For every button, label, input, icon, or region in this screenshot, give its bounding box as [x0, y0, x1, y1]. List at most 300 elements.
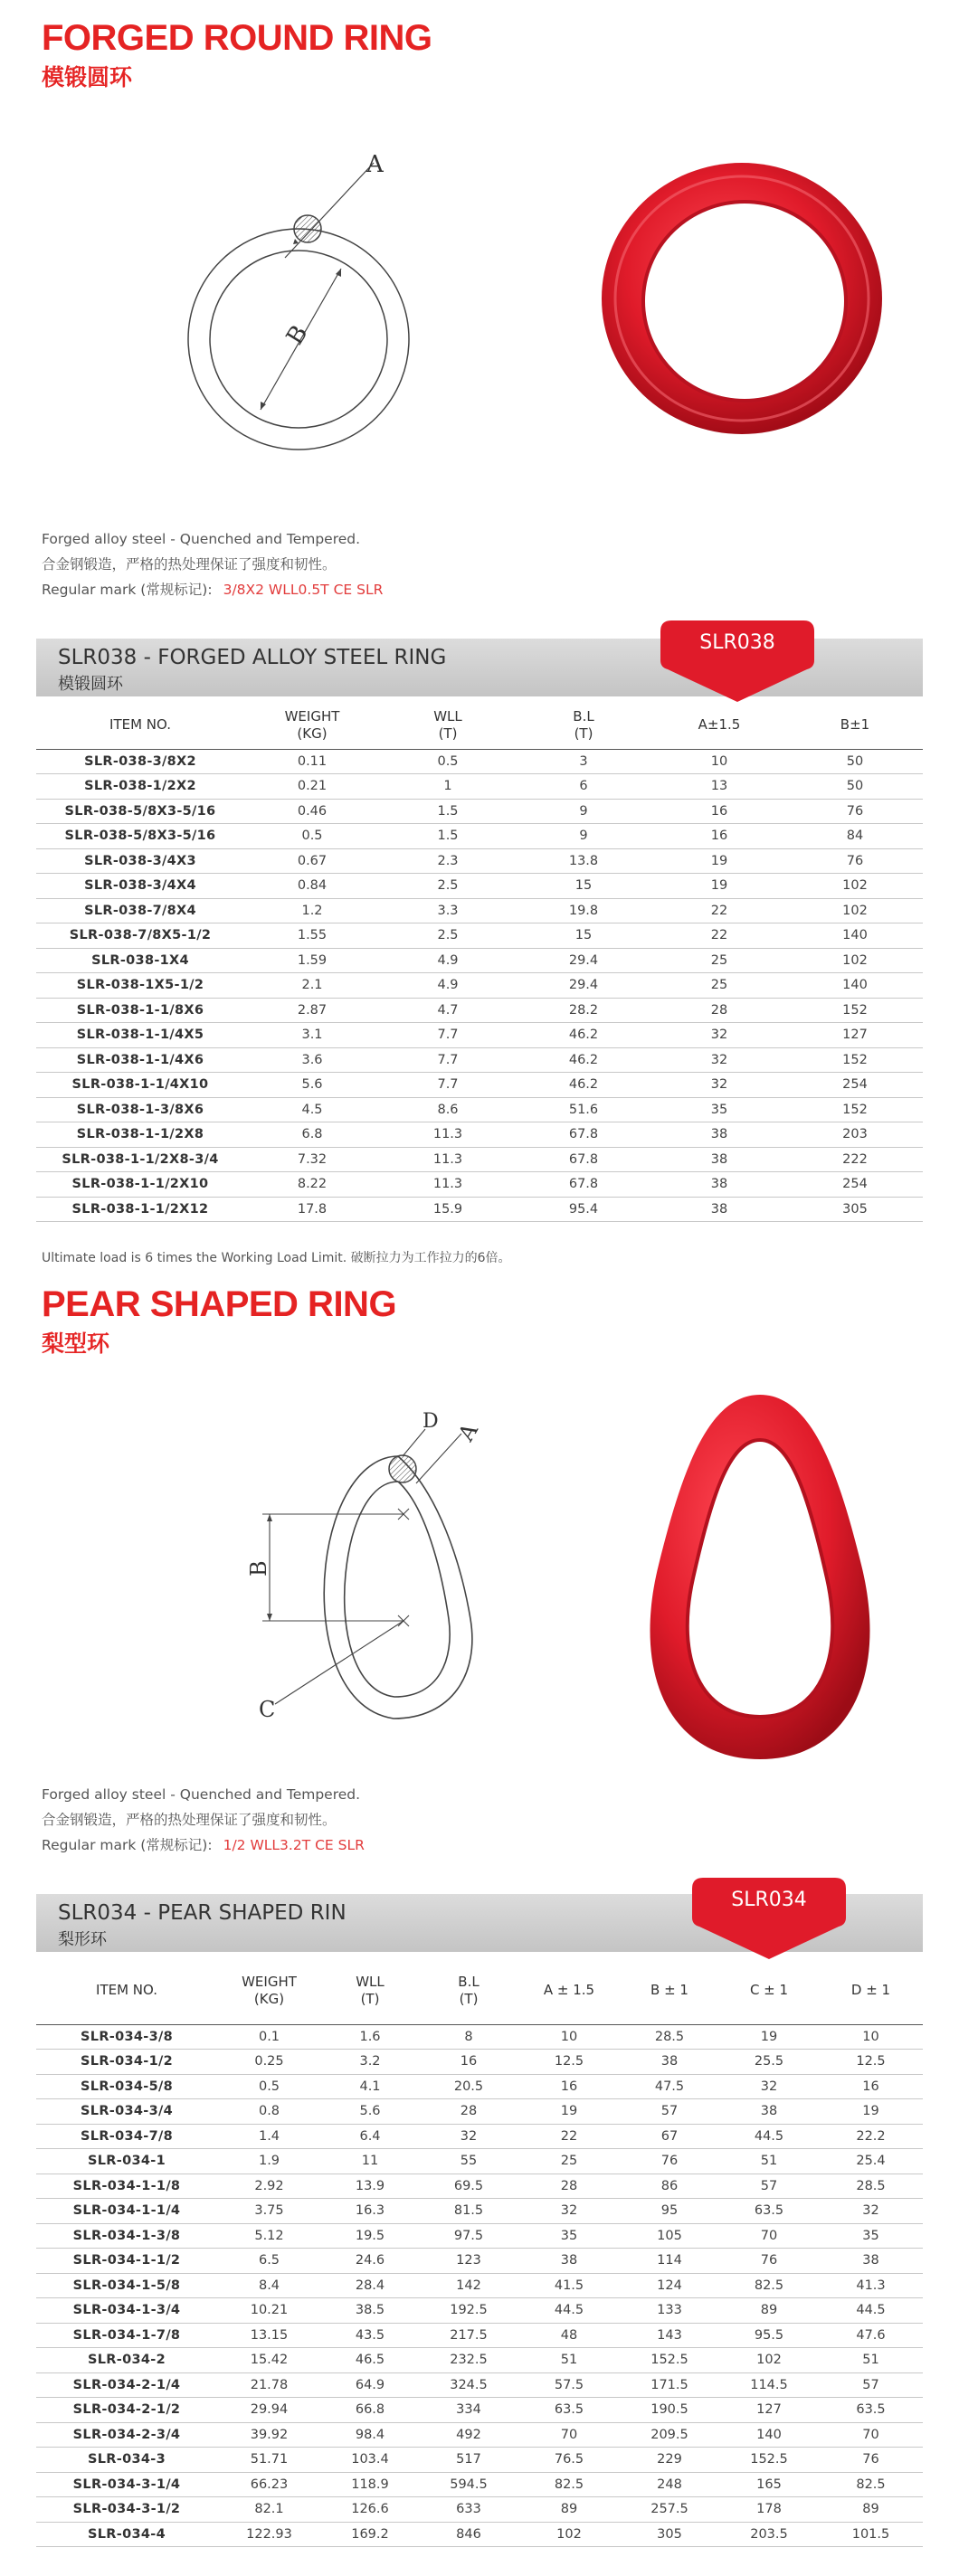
item-number-cell: SLR-038-1-1/8X6 [36, 998, 244, 1023]
table-row [36, 2223, 923, 2249]
column-header: WEIGHT (KG) [217, 1957, 321, 2024]
value-cell: 67.8 [516, 1147, 651, 1172]
item-number-cell: SLR-038-5/8X3-5/16 [36, 799, 244, 824]
item-number-cell: SLR-038-1X4 [36, 948, 244, 973]
spec-table-slr034 [36, 1957, 923, 2547]
value-cell: 70 [518, 2422, 620, 2448]
table-row [36, 2348, 923, 2373]
value-cell: 32 [518, 2199, 620, 2224]
value-cell: 32 [651, 1047, 787, 1073]
table-row [36, 2174, 923, 2199]
value-cell: 50 [787, 774, 923, 800]
value-cell: 41.3 [819, 2273, 923, 2298]
item-number-cell: SLR-034-1-1/8 [36, 2174, 217, 2199]
value-cell: 594.5 [419, 2472, 518, 2497]
value-cell: 217.5 [419, 2323, 518, 2348]
desc-line-cn: 合金钢锻造，严格的热处理保证了强度和韧性。 [42, 556, 337, 573]
item-number-cell: SLR-034-1-3/4 [36, 2298, 217, 2324]
band-subtitle: 模锻圆环 [58, 675, 123, 694]
table-row [36, 2249, 923, 2274]
table-row [36, 973, 923, 999]
value-cell: 22 [651, 898, 787, 923]
regular-mark-value: 3/8X2 WLL0.5T CE SLR [223, 582, 384, 598]
value-cell: 114 [620, 2249, 719, 2274]
value-cell: 2.1 [244, 973, 380, 999]
value-cell: 1 [380, 774, 516, 800]
value-cell: 16.3 [321, 2199, 419, 2224]
diagram-label-c: C [259, 1697, 276, 1722]
value-cell: 126.6 [321, 2497, 419, 2523]
value-cell: 35 [819, 2223, 923, 2249]
section-subtitle-pear-ring: 梨型环 [42, 1331, 110, 1357]
table-row [36, 774, 923, 800]
value-cell: 140 [787, 923, 923, 949]
table-row [36, 848, 923, 874]
value-cell: 122.93 [217, 2522, 321, 2547]
value-cell: 1.55 [244, 923, 380, 949]
item-number-cell: SLR-034-1 [36, 2149, 217, 2174]
table-row [36, 898, 923, 923]
item-number-cell: SLR-038-3/4X3 [36, 848, 244, 874]
item-number-cell: SLR-034-3/4 [36, 2099, 217, 2125]
column-header: B±1 [787, 702, 923, 749]
value-cell: 6.5 [217, 2249, 321, 2274]
value-cell: 12.5 [518, 2050, 620, 2075]
value-cell: 76 [819, 2448, 923, 2473]
value-cell: 334 [419, 2398, 518, 2423]
value-cell: 16 [419, 2050, 518, 2075]
value-cell: 64.9 [321, 2372, 419, 2398]
value-cell: 19 [651, 874, 787, 899]
value-cell: 4.1 [321, 2074, 419, 2099]
value-cell: 28 [518, 2174, 620, 2199]
value-cell: 254 [787, 1073, 923, 1098]
value-cell: 0.8 [217, 2099, 321, 2125]
item-number-cell: SLR-034-7/8 [36, 2124, 217, 2149]
value-cell: 0.1 [217, 2024, 321, 2050]
value-cell: 86 [620, 2174, 719, 2199]
value-cell: 1.59 [244, 948, 380, 973]
value-cell: 35 [518, 2223, 620, 2249]
value-cell: 82.5 [719, 2273, 819, 2298]
value-cell: 4.9 [380, 948, 516, 973]
pear-ring-description [42, 1782, 365, 1858]
item-number-cell: SLR-034-3-1/2 [36, 2497, 217, 2523]
value-cell: 67.8 [516, 1172, 651, 1198]
item-number-cell: SLR-034-1-5/8 [36, 2273, 217, 2298]
band-title: SLR034 - PEAR SHAPED RIN [58, 1901, 347, 1925]
value-cell: 4.7 [380, 998, 516, 1023]
load-note: Ultimate load is 6 times the Working Load Limit. 破断拉力为工作拉力的6倍。 [42, 1251, 511, 1265]
value-cell: 19.5 [321, 2223, 419, 2249]
value-cell: 38 [620, 2050, 719, 2075]
value-cell: 152 [787, 1047, 923, 1073]
value-cell: 133 [620, 2298, 719, 2324]
value-cell: 2.5 [380, 923, 516, 949]
value-cell: 152 [787, 1097, 923, 1122]
value-cell: 203.5 [719, 2522, 819, 2547]
value-cell: 19 [651, 848, 787, 874]
value-cell: 152 [787, 998, 923, 1023]
value-cell: 9 [516, 799, 651, 824]
column-header: B.L (T) [419, 1957, 518, 2024]
value-cell: 84 [787, 824, 923, 849]
value-cell: 16 [518, 2074, 620, 2099]
value-cell: 38 [518, 2249, 620, 2274]
table-row [36, 2050, 923, 2075]
value-cell: 492 [419, 2422, 518, 2448]
table-row [36, 1097, 923, 1122]
value-cell: 48 [518, 2323, 620, 2348]
value-cell: 57 [719, 2174, 819, 2199]
table-row [36, 2024, 923, 2050]
value-cell: 44.5 [719, 2124, 819, 2149]
item-number-cell: SLR-038-1-3/8X6 [36, 1097, 244, 1122]
value-cell: 10.21 [217, 2298, 321, 2324]
value-cell: 95 [620, 2199, 719, 2224]
table-header-row [36, 1957, 923, 2024]
value-cell: 16 [651, 824, 787, 849]
table-row [36, 923, 923, 949]
value-cell: 81.5 [419, 2199, 518, 2224]
value-cell: 29.4 [516, 973, 651, 999]
value-cell: 25 [651, 948, 787, 973]
round-ring-description [42, 526, 383, 602]
value-cell: 229 [620, 2448, 719, 2473]
pear-ring-photo [624, 1384, 896, 1773]
table-row [36, 1197, 923, 1222]
value-cell: 63.5 [719, 2199, 819, 2224]
table-row [36, 1047, 923, 1073]
value-cell: 22 [651, 923, 787, 949]
column-header: A ± 1.5 [518, 1957, 620, 2024]
value-cell: 35 [651, 1097, 787, 1122]
value-cell: 70 [819, 2422, 923, 2448]
value-cell: 3.1 [244, 1023, 380, 1048]
value-cell: 70 [719, 2223, 819, 2249]
value-cell: 95.5 [719, 2323, 819, 2348]
value-cell: 152.5 [620, 2348, 719, 2373]
table-row [36, 998, 923, 1023]
value-cell: 38 [651, 1122, 787, 1148]
column-header: B ± 1 [620, 1957, 719, 2024]
value-cell: 51.71 [217, 2448, 321, 2473]
value-cell: 0.11 [244, 749, 380, 774]
value-cell: 169.2 [321, 2522, 419, 2547]
product-code-tag [692, 1878, 846, 1957]
value-cell: 8.22 [244, 1172, 380, 1198]
item-number-cell: SLR-038-1-1/2X12 [36, 1197, 244, 1222]
value-cell: 633 [419, 2497, 518, 2523]
value-cell: 248 [620, 2472, 719, 2497]
diagram-label-a: A [453, 1418, 483, 1445]
column-header: WEIGHT (KG) [244, 702, 380, 749]
value-cell: 28.4 [321, 2273, 419, 2298]
value-cell: 2.5 [380, 874, 516, 899]
product-code-label: SLR038 [699, 631, 775, 654]
table-row [36, 824, 923, 849]
desc-line-en: Forged alloy steel - Quenched and Tempered. [42, 1786, 361, 1803]
column-header: WLL (T) [380, 702, 516, 749]
value-cell: 8.6 [380, 1097, 516, 1122]
table-row [36, 2398, 923, 2423]
value-cell: 6 [516, 774, 651, 800]
value-cell: 50 [787, 749, 923, 774]
value-cell: 3.75 [217, 2199, 321, 2224]
value-cell: 140 [719, 2422, 819, 2448]
value-cell: 7.7 [380, 1047, 516, 1073]
value-cell: 38 [819, 2249, 923, 2274]
value-cell: 24.6 [321, 2249, 419, 2274]
value-cell: 0.25 [217, 2050, 321, 2075]
table-row [36, 2298, 923, 2324]
value-cell: 11.3 [380, 1172, 516, 1198]
value-cell: 102 [787, 874, 923, 899]
value-cell: 209.5 [620, 2422, 719, 2448]
value-cell: 324.5 [419, 2372, 518, 2398]
value-cell: 0.67 [244, 848, 380, 874]
value-cell: 32 [419, 2124, 518, 2149]
column-header: B.L (T) [516, 702, 651, 749]
value-cell: 44.5 [518, 2298, 620, 2324]
item-number-cell: SLR-038-7/8X4 [36, 898, 244, 923]
value-cell: 7.7 [380, 1023, 516, 1048]
item-number-cell: SLR-038-3/8X2 [36, 749, 244, 774]
value-cell: 0.84 [244, 874, 380, 899]
value-cell: 63.5 [518, 2398, 620, 2423]
value-cell: 38 [651, 1172, 787, 1198]
value-cell: 16 [819, 2074, 923, 2099]
item-number-cell: SLR-038-1-1/2X8 [36, 1122, 244, 1148]
item-number-cell: SLR-034-1-3/8 [36, 2223, 217, 2249]
value-cell: 57 [819, 2372, 923, 2398]
table-row [36, 1172, 923, 1198]
value-cell: 102 [719, 2348, 819, 2373]
diagram-label-d: D [423, 1410, 439, 1433]
table-row [36, 2448, 923, 2473]
value-cell: 4.5 [244, 1097, 380, 1122]
value-cell: 57 [620, 2099, 719, 2125]
value-cell: 15.9 [380, 1197, 516, 1222]
value-cell: 4.9 [380, 973, 516, 999]
table-row [36, 2124, 923, 2149]
value-cell: 114.5 [719, 2372, 819, 2398]
value-cell: 16 [651, 799, 787, 824]
table-row [36, 2099, 923, 2125]
value-cell: 103.4 [321, 2448, 419, 2473]
item-number-cell: SLR-038-1-1/4X10 [36, 1073, 244, 1098]
value-cell: 1.5 [380, 799, 516, 824]
value-cell: 15 [516, 874, 651, 899]
column-header: ITEM NO. [36, 702, 244, 749]
value-cell: 232.5 [419, 2348, 518, 2373]
product-code-label: SLR034 [731, 1889, 807, 1911]
section-title-round-ring: FORGED ROUND RING [42, 18, 432, 58]
value-cell: 143 [620, 2323, 719, 2348]
table-row [36, 2199, 923, 2224]
value-cell: 98.4 [321, 2422, 419, 2448]
value-cell: 3.3 [380, 898, 516, 923]
value-cell: 10 [651, 749, 787, 774]
table-row [36, 874, 923, 899]
item-number-cell: SLR-034-2-1/4 [36, 2372, 217, 2398]
regular-mark [42, 577, 383, 602]
value-cell: 38 [719, 2099, 819, 2125]
value-cell: 89 [719, 2298, 819, 2324]
table-row [36, 2522, 923, 2547]
regular-mark-label: Regular mark (常规标记): [42, 582, 213, 598]
value-cell: 3.2 [321, 2050, 419, 2075]
value-cell: 1.5 [380, 824, 516, 849]
value-cell: 55 [419, 2149, 518, 2174]
table-row [36, 2372, 923, 2398]
section-title-pear-ring: PEAR SHAPED RING [42, 1284, 397, 1324]
value-cell: 67.8 [516, 1122, 651, 1148]
value-cell: 22.2 [819, 2124, 923, 2149]
regular-mark-label: Regular mark (常规标记): [42, 1837, 213, 1853]
value-cell: 22 [518, 2124, 620, 2149]
value-cell: 192.5 [419, 2298, 518, 2324]
value-cell: 38 [651, 1147, 787, 1172]
value-cell: 11.3 [380, 1122, 516, 1148]
value-cell: 7.7 [380, 1073, 516, 1098]
item-number-cell: SLR-034-1-1/4 [36, 2199, 217, 2224]
round-ring-photo [579, 149, 905, 457]
value-cell: 5.6 [321, 2099, 419, 2125]
value-cell: 46.2 [516, 1023, 651, 1048]
item-number-cell: SLR-038-1-1/4X5 [36, 1023, 244, 1048]
product-code-tag [660, 620, 814, 700]
value-cell: 11 [321, 2149, 419, 2174]
table-row [36, 2497, 923, 2523]
value-cell: 305 [620, 2522, 719, 2547]
band-title: SLR038 - FORGED ALLOY STEEL RING [58, 646, 447, 669]
value-cell: 8.4 [217, 2273, 321, 2298]
value-cell: 127 [719, 2398, 819, 2423]
value-cell: 76 [787, 848, 923, 874]
table-row [36, 2323, 923, 2348]
regular-mark [42, 1833, 365, 1858]
table-row [36, 1073, 923, 1098]
value-cell: 51 [518, 2348, 620, 2373]
value-cell: 124 [620, 2273, 719, 2298]
value-cell: 41.5 [518, 2273, 620, 2298]
value-cell: 19 [819, 2099, 923, 2125]
diagram-label-b: B [281, 320, 314, 350]
regular-mark-value: 1/2 WLL3.2T CE SLR [223, 1837, 365, 1853]
value-cell: 29.4 [516, 948, 651, 973]
value-cell: 102 [787, 898, 923, 923]
table-row [36, 1147, 923, 1172]
item-number-cell: SLR-034-1-1/2 [36, 2249, 217, 2274]
table-row [36, 749, 923, 774]
column-header: WLL (T) [321, 1957, 419, 2024]
value-cell: 257.5 [620, 2497, 719, 2523]
item-number-cell: SLR-034-3 [36, 2448, 217, 2473]
item-number-cell: SLR-034-2-1/2 [36, 2398, 217, 2423]
value-cell: 0.5 [380, 749, 516, 774]
value-cell: 76.5 [518, 2448, 620, 2473]
value-cell: 57.5 [518, 2372, 620, 2398]
value-cell: 47.6 [819, 2323, 923, 2348]
value-cell: 32 [651, 1023, 787, 1048]
value-cell: 1.4 [217, 2124, 321, 2149]
round-ring-diagram [163, 136, 434, 452]
value-cell: 28.5 [620, 2024, 719, 2050]
value-cell: 123 [419, 2249, 518, 2274]
value-cell: 97.5 [419, 2223, 518, 2249]
value-cell: 39.92 [217, 2422, 321, 2448]
value-cell: 178 [719, 2497, 819, 2523]
value-cell: 2.87 [244, 998, 380, 1023]
value-cell: 46.5 [321, 2348, 419, 2373]
table-row [36, 2074, 923, 2099]
value-cell: 20.5 [419, 2074, 518, 2099]
value-cell: 846 [419, 2522, 518, 2547]
value-cell: 28.5 [819, 2174, 923, 2199]
table-row [36, 2273, 923, 2298]
value-cell: 142 [419, 2273, 518, 2298]
item-number-cell: SLR-038-1X5-1/2 [36, 973, 244, 999]
section-subtitle-round-ring: 模锻圆环 [42, 64, 133, 90]
value-cell: 5.12 [217, 2223, 321, 2249]
value-cell: 82.5 [518, 2472, 620, 2497]
value-cell: 89 [819, 2497, 923, 2523]
value-cell: 171.5 [620, 2372, 719, 2398]
value-cell: 203 [787, 1122, 923, 1148]
value-cell: 29.94 [217, 2398, 321, 2423]
value-cell: 51.6 [516, 1097, 651, 1122]
value-cell: 105 [620, 2223, 719, 2249]
value-cell: 7.32 [244, 1147, 380, 1172]
value-cell: 76 [787, 799, 923, 824]
table-row [36, 948, 923, 973]
value-cell: 38 [651, 1197, 787, 1222]
value-cell: 0.5 [244, 824, 380, 849]
item-number-cell: SLR-038-3/4X4 [36, 874, 244, 899]
value-cell: 25.5 [719, 2050, 819, 2075]
item-number-cell: SLR-038-1-1/4X6 [36, 1047, 244, 1073]
value-cell: 254 [787, 1172, 923, 1198]
value-cell: 76 [719, 2249, 819, 2274]
value-cell: 21.78 [217, 2372, 321, 2398]
table-row [36, 2472, 923, 2497]
value-cell: 63.5 [819, 2398, 923, 2423]
value-cell: 102 [787, 948, 923, 973]
value-cell: 19 [518, 2099, 620, 2125]
value-cell: 66.8 [321, 2398, 419, 2423]
value-cell: 6.8 [244, 1122, 380, 1148]
table-row [36, 1023, 923, 1048]
value-cell: 19.8 [516, 898, 651, 923]
value-cell: 28.2 [516, 998, 651, 1023]
value-cell: 118.9 [321, 2472, 419, 2497]
value-cell: 47.5 [620, 2074, 719, 2099]
value-cell: 13.15 [217, 2323, 321, 2348]
value-cell: 305 [787, 1197, 923, 1222]
value-cell: 67 [620, 2124, 719, 2149]
value-cell: 12.5 [819, 2050, 923, 2075]
column-header: A±1.5 [651, 702, 787, 749]
value-cell: 13.9 [321, 2174, 419, 2199]
item-number-cell: SLR-034-3-1/4 [36, 2472, 217, 2497]
value-cell: 0.46 [244, 799, 380, 824]
value-cell: 82.1 [217, 2497, 321, 2523]
value-cell: 69.5 [419, 2174, 518, 2199]
value-cell: 1.2 [244, 898, 380, 923]
table-row [36, 2149, 923, 2174]
value-cell: 165 [719, 2472, 819, 2497]
